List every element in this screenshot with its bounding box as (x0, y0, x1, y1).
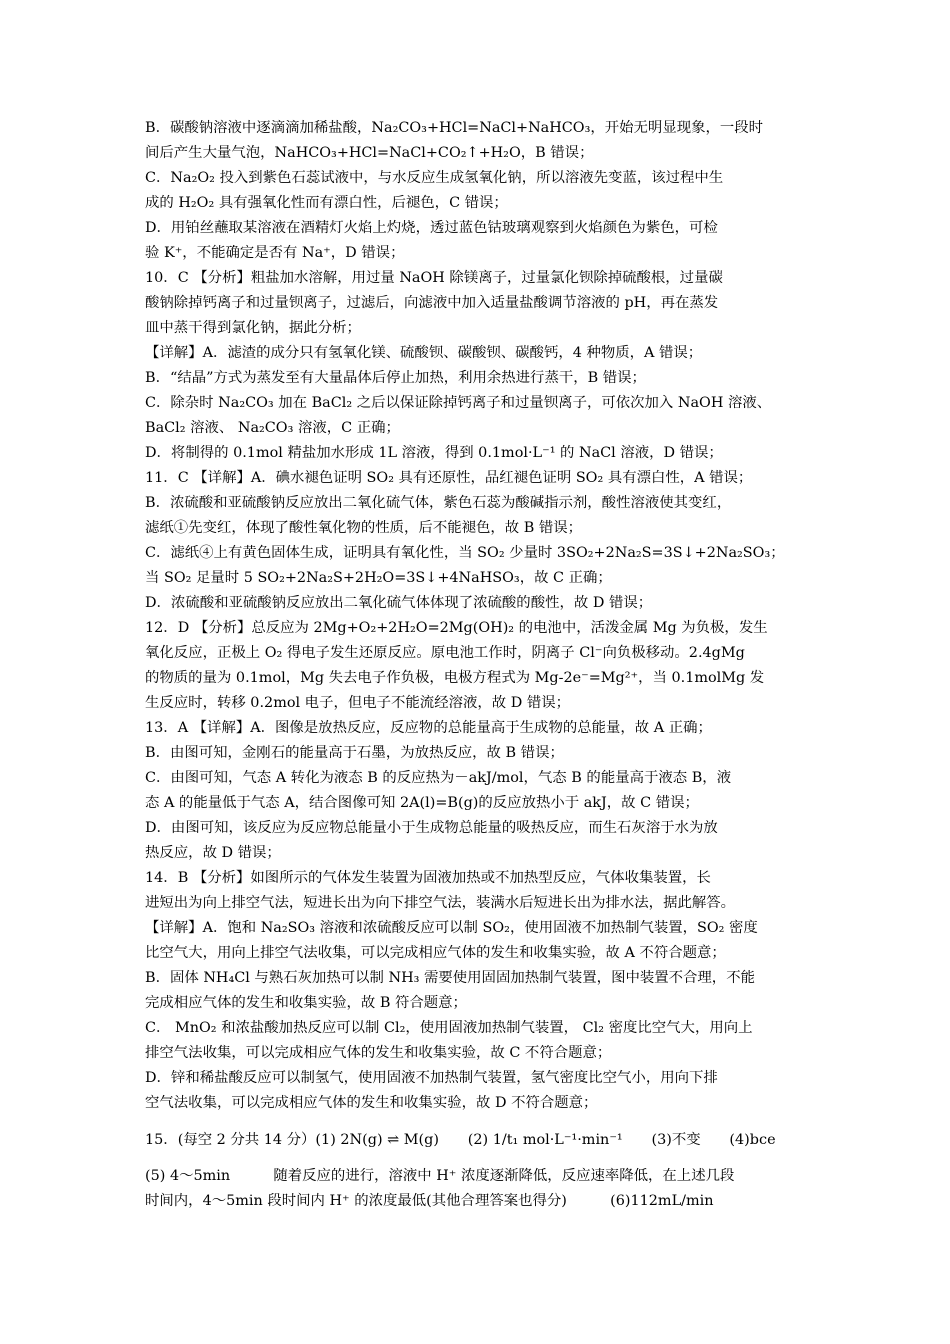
answer-text-body (145, 116, 809, 1214)
text-line: 比空气大，用向上排空气法收集，可以完成相应气体的发生和收集实验，故 A 不符合题意； (145, 945, 726, 961)
text-line: 当 SO₂ 足量时 5 SO₂+2Na₂S+2H₂O=3S↓+4NaHSO₃，故 C 正确； (145, 570, 612, 586)
text-line: 10．C 【分析】粗盐加水溶解，用过量 NaOH 除镁离子，过量氯化钡除掉硫酸根，过量碳 (145, 270, 723, 286)
text-line: 皿中蒸干得到氯化钠，据此分析； (145, 320, 361, 336)
text-line: 【详解】A．饱和 Na₂SO₃ 溶液和浓硫酸反应可以制 SO₂，使用固液不加热制气装置，SO₂ 密度 (145, 920, 758, 936)
text-line: 13．A 【详解】A．图像是放热反应，反应物的总能量高于生成物的总能量，故 A 正确； (145, 720, 712, 736)
text-line: 验 K⁺，不能确定是否有 Na⁺，D 错误； (145, 245, 405, 261)
text-line: B．由图可知，金刚石的能量高于石墨，为放热反应，故 B 错误； (145, 745, 564, 761)
text-line: D．将制得的 0.1mol 精盐加水形成 1L 溶液，得到 0.1mol·L⁻¹ 的 NaCl 溶液，D 错误； (145, 445, 723, 461)
text-line: 间后产生大量气泡，NaHCO₃+HCl=NaCl+CO₂↑+H₂O，B 错误； (145, 145, 594, 161)
text-line: D．由图可知，该反应为反应物总能量小于生成物总能量的吸热反应，而生石灰溶于水为放 (145, 820, 718, 836)
text-line: 态 A 的能量低于气态 A，结合图像可知 2A(l)=B(g)的反应放热小于 akJ，故 C 错误； (145, 795, 699, 811)
text-line: 完成相应气体的发生和收集实验，故 B 符合题意； (145, 995, 467, 1011)
text-line: 氧化反应，正极上 O₂ 得电子发生还原反应。原电池工作时，阴离子 Cl⁻向负极移动。2.4gMg (145, 645, 745, 661)
text-line: BaCl₂ 溶液、 Na₂CO₃ 溶液，C 正确； (145, 420, 400, 436)
text-line: B．浓硫酸和亚硫酸钠反应放出二氧化硫气体，紫色石蕊为酸碱指示剂，酸性溶液使其变红， (145, 495, 732, 511)
text-line: 生反应时，转移 0.2mol 电子，但电子不能流经溶液，故 D 错误； (145, 695, 571, 711)
text-line: 成的 H₂O₂ 具有强氧化性而有漂白性，后褪色，C 错误； (145, 195, 508, 211)
text-line: 空气法收集，可以完成相应气体的发生和收集实验，故 D 不符合题意； (145, 1095, 598, 1111)
text-line: C．除杂时 Na₂CO₃ 加在 BaCl₂ 之后以保证除掉钙离子和过量钡离子，可依次加入 NaOH 溶液、 (145, 395, 772, 411)
text-line: 14．B 【分析】如图所示的气体发生装置为固液加热或不加热型反应，气体收集装置，长 (145, 870, 711, 886)
text-line: C． MnO₂ 和浓盐酸加热反应可以制 Cl₂，使用固液加热制气装置， Cl₂ 密度比空气大，用向上 (145, 1020, 753, 1036)
text-line: D．用铂丝蘸取某溶液在酒精灯火焰上灼烧，透过蓝色钴玻璃观察到火焰颜色为紫色，可检 (145, 220, 718, 236)
text-line: 【详解】A．滤渣的成分只有氢氧化镁、硫酸钡、碳酸钡、碳酸钙，4 种物质，A 错误； (145, 345, 703, 361)
text-line: 排空气法收集，可以完成相应气体的发生和收集实验，故 C 不符合题意； (145, 1045, 612, 1061)
text-line: 的物质的量为 0.1mol，Mg 失去电子作负极，电极方程式为 Mg-2e⁻=Mg²⁺，当 0.1molMg 发 (145, 670, 765, 686)
text-line: 进短出为向上排空气法，短进长出为向下排空气法，装满水后短进长出为排水法，据此解答。 (145, 895, 736, 911)
answer-15-line: 15．(每空 2 分共 14 分）(1) 2N(g) ⇌ M(g) (2) 1/t₁ mol·L⁻¹·min⁻¹ (3)不变 (4)bce (145, 1132, 776, 1148)
text-line: C．Na₂O₂ 投入到紫色石蕊试液中，与水反应生成氢氧化钠，所以溶液先变蓝，该过程中生 (145, 170, 724, 186)
text-line: 11．C 【详解】A．碘水褪色证明 SO₂ 具有还原性，品红褪色证明 SO₂ 具有漂白性，A 错误； (145, 470, 753, 486)
text-line: 滤纸①先变红，体现了酸性氧化物的性质，后不能褪色，故 B 错误； (145, 520, 583, 536)
text-line: D．浓硫酸和亚硫酸钠反应放出二氧化硫气体体现了浓硫酸的酸性，故 D 错误； (145, 595, 653, 611)
text-line: D．锌和稀盐酸反应可以制氢气，使用固液不加热制气装置，氢气密度比空气小，用向下排 (145, 1070, 718, 1086)
text-line: C．由图可知，气态 A 转化为液态 B 的反应热为－akJ/mol，气态 B 的能量高于液态 B，液 (145, 770, 732, 786)
text-line: 热反应，故 D 错误； (145, 845, 281, 861)
text-line: 时间内，4～5min 段时间内 H⁺ 的浓度最低(其他合理答案也得分) (6)112mL/min (145, 1193, 714, 1209)
text-line: C．滤纸④上有黄色固体生成，证明具有氧化性，当 SO₂ 少量时 3SO₂+2Na₂S=3S↓+2Na₂SO₃； (145, 545, 785, 561)
text-line: B．固体 NH₄Cl 与熟石灰加热可以制 NH₃ 需要使用固固加热制气装置，图中装置不合理，不能 (145, 970, 755, 986)
text-line: 酸钠除掉钙离子和过量钡离子，过滤后，向滤液中加入适量盐酸调节溶液的 pH，再在蒸发 (145, 295, 719, 311)
text-line: 12．D 【分析】总反应为 2Mg+O₂+2H₂O=2Mg(OH)₂ 的电池中，活泼金属 Mg 为负极，发生 (145, 620, 768, 636)
text-line: (5) 4～5min 随着反应的进行，溶液中 H⁺ 浓度逐渐降低，反应速率降低，在上述几段 (145, 1168, 735, 1184)
text-line: B．碳酸钠溶液中逐滴滴加稀盐酸，Na₂CO₃+HCl=NaCl+NaHCO₃，开始无明显现象，一段时 (145, 120, 764, 136)
text-line: B．“结晶”方式为蒸发至有大量晶体后停止加热，利用余热进行蒸干，B 错误； (145, 370, 646, 386)
